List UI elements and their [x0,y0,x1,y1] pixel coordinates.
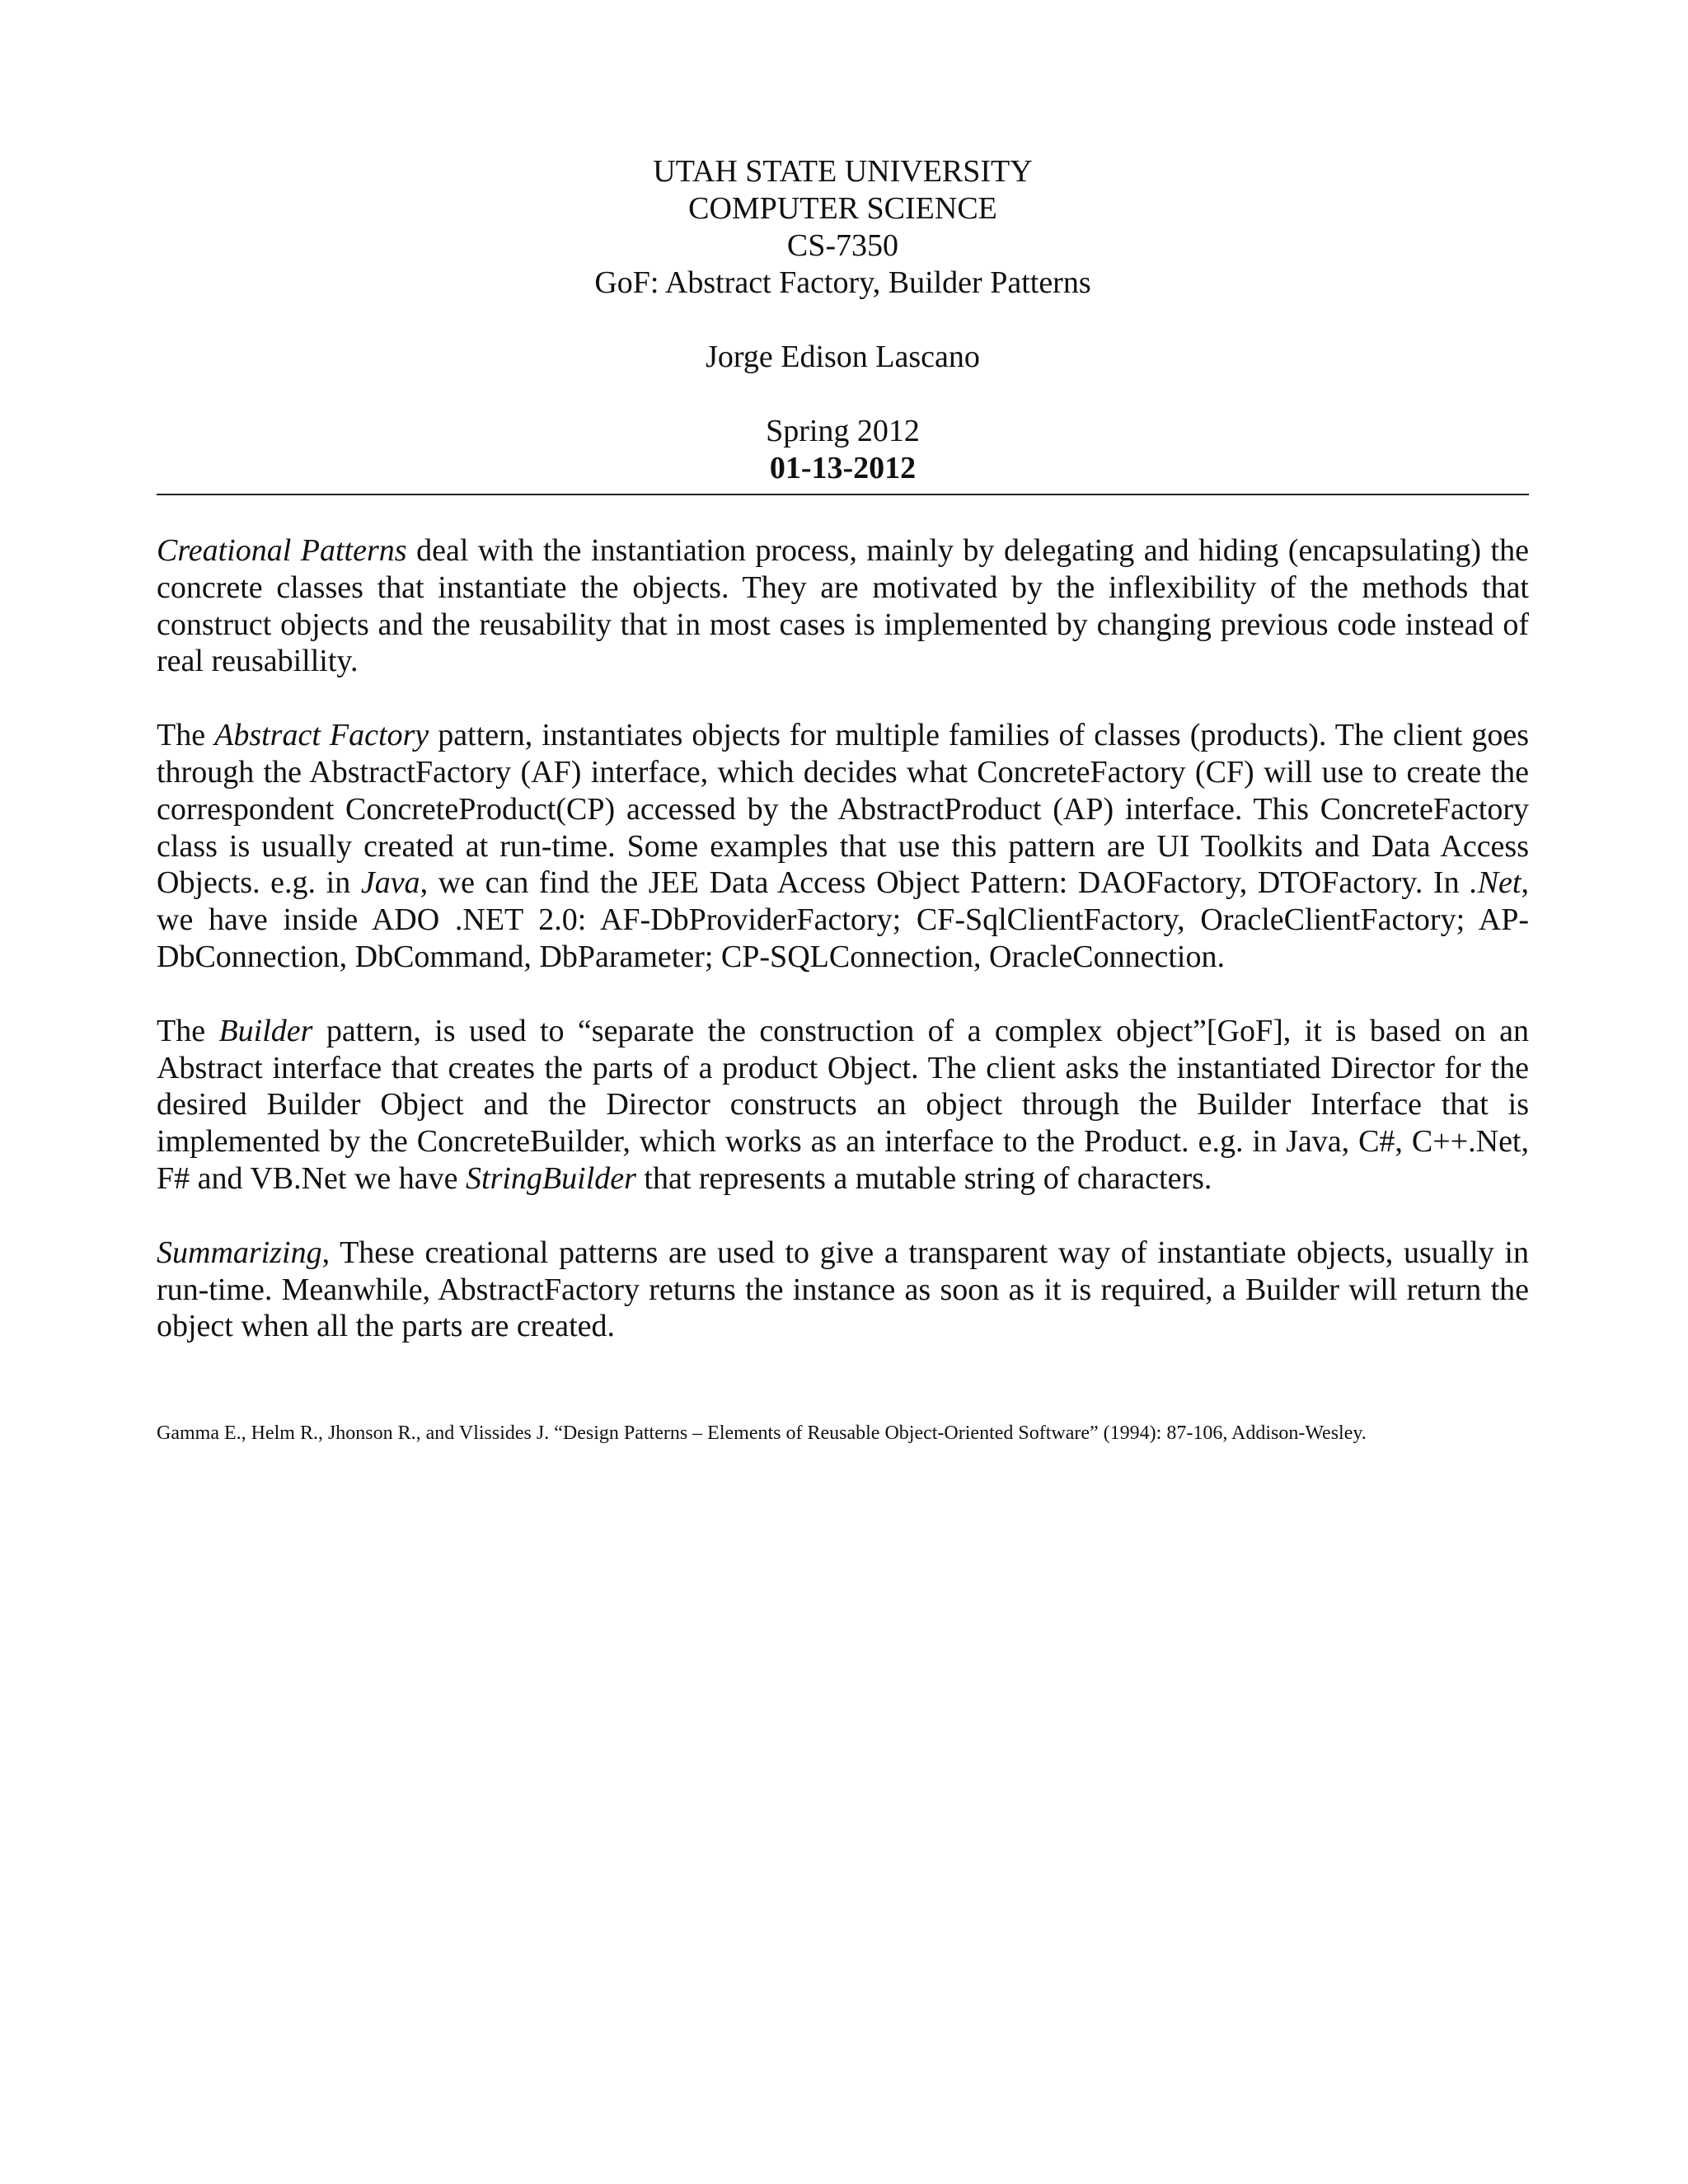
paragraph-summarizing [157,1235,1529,1345]
italic-term: StringBuilder [466,1160,636,1196]
paragraph-text: , These creational patterns are used to give a transparent way of instantiate objects, usually in run-time. Meanwhile, AbstractFactory returns the instance as soon as it is required, a Builder will return the object when all the parts are created. [157,1235,1529,1344]
italic-term: .Net [1470,865,1522,901]
italic-term: Builder [218,1013,313,1048]
document-header [157,153,1529,487]
document-date: 01-13-2012 [769,451,917,485]
italic-term: Abstract Factory [214,718,429,753]
paragraph-creational-patterns [157,532,1529,680]
header-spacer [157,376,1529,413]
paragraph-text: pattern, instantiates objects for multiple families of classes (products). The client goes through the AbstractFactory (AF) interface, which decides what ConcreteFactory (CF) will use to create the correspondent ConcreteProduct(CP) accessed by the AbstractProduct (AP) interface. This ConcreteFactory class is usually created at run-time. Some examples that use this pattern are UI Toolkits and Data Access Objects. e.g. in [157,718,1529,901]
paragraph-text: The [157,718,215,753]
document-body [157,532,1529,1382]
document-title: GoF: Abstract Factory, Builder Patterns [594,265,1091,300]
paragraph-text: deal with the instantiation process, mainly by delegating and hiding (encapsulating) the concrete classes that instantiate the objects. They are motivated by the inflexibility of the methods that construct objects and the reusability that in most cases is implemented by changing previous code instead of real reusabillity. [157,533,1529,679]
header-spacer [157,302,1529,339]
paragraph-text: , we can find the JEE Data Access Object Pattern: DAOFactory, DTOFactory. In [420,865,1470,901]
paragraph-text: that represents a mutable string of characters. [635,1160,1212,1196]
author-name: Jorge Edison Lascano [706,340,980,374]
paragraph-text: pattern, is used to “separate the construction of a complex object”[GoF], it is based on an Abstract interface that creates the parts of a product Object. The client asks the instantiated Director for the desired Builder Object and the Director constructs an object through the Builder Interface that is implemented by the ConcreteBuilder, which works as an interface to the Product. e.g. in Java, C#, C++.Net, F# and VB.Net we have [157,1013,1530,1196]
paragraph-text: , we have inside ADO .NET 2.0: AF-DbProviderFactory; CF-SqlClientFactory, OracleClientFactory; AP-DbConnection, DbCommand, DbParameter; CP-SQLConnection, OracleConnection. [157,865,1529,974]
italic-term: Creational Patterns [157,533,407,568]
paragraph-abstract-factory [157,717,1529,976]
course-code: CS-7350 [786,228,899,263]
reference-citation: Gamma E., Helm R., Jhonson R., and Vlissides J. “Design Patterns – Elements of Reusable Object-Oriented Software” (1994): 87-106, Addison-Wesley. [157,1422,1367,1444]
university-name: UTAH STATE UNIVERSITY [653,154,1033,189]
department-name: COMPUTER SCIENCE [688,191,997,226]
paragraph-builder [157,1013,1529,1197]
term: Spring 2012 [766,414,920,448]
paragraph-text: The [157,1013,219,1048]
italic-term: Java [360,865,420,901]
italic-term: Summarizing [157,1235,322,1270]
header-divider [157,494,1529,495]
